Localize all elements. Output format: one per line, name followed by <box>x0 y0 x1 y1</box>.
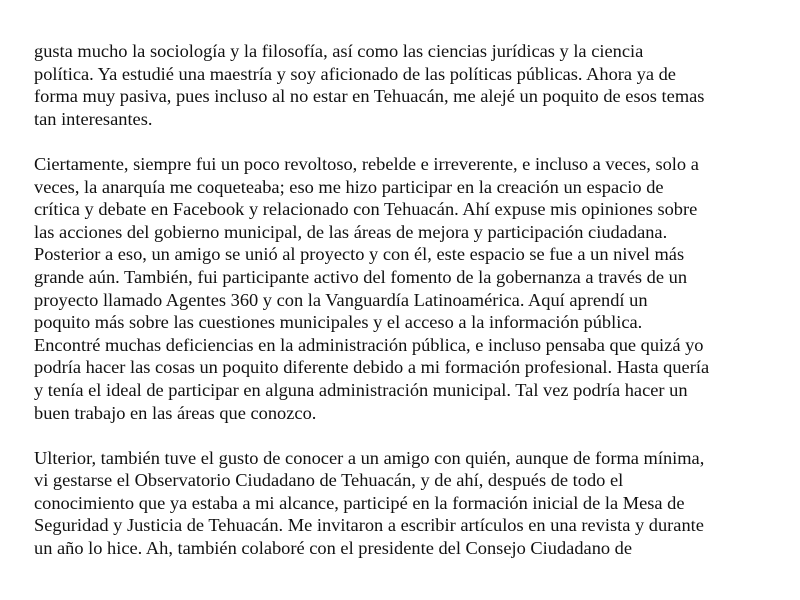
text-line: Seguridad y Justicia de Tehuacán. Me invitaron a escribir artículos en una revista y durante <box>34 515 704 536</box>
text-line: vi gestarse el Observatorio Ciudadano de Tehuacán, y de ahí, después de todo el <box>34 470 624 491</box>
text-line: buen trabajo en las áreas que conozco. <box>34 402 317 423</box>
text-line: un año lo hice. Ah, también colaboré con el presidente del Consejo Ciudadano de <box>34 538 633 559</box>
text-line: Ulterior, también tuve el gusto de conocer a un amigo con quién, aunque de forma mínima, <box>34 447 705 468</box>
text-line: Ciertamente, siempre fui un poco revoltoso, rebelde e irreverente, e incluso a veces, solo a <box>34 153 699 174</box>
paragraph-2 <box>34 153 774 424</box>
text-line: crítica y debate en Facebook y relacionado con Tehuacán. Ahí expuse mis opiniones sobre <box>34 199 698 220</box>
text-line: forma muy pasiva, pues incluso al no estar en Tehuacán, me alejé un poquito de esos temas <box>34 86 705 107</box>
text-line: Encontré muchas deficiencias en la administración pública, e incluso pensaba que quizá yo <box>34 334 704 355</box>
paragraph-spacer <box>34 424 774 447</box>
paragraph-spacer <box>34 130 774 153</box>
paragraph-1 <box>34 40 774 130</box>
text-line: las acciones del gobierno municipal, de las áreas de mejora y participación ciudadana. <box>34 221 668 242</box>
text-line: poquito más sobre las cuestiones municipales y el acceso a la información pública. <box>34 312 643 333</box>
text-line: podría hacer las cosas un poquito diferente debido a mi formación profesional. Hasta quería <box>34 357 710 378</box>
text-line: proyecto llamado Agentes 360 y con la Vanguardía Latinoamérica. Aquí aprendí un <box>34 289 648 310</box>
text-line: gusta mucho la sociología y la filosofía, así como las ciencias jurídicas y la ciencia <box>34 41 644 61</box>
text-line: grande aún. También, fui participante activo del fomento de la gobernanza a través de un <box>34 266 688 287</box>
text-line: y tenía el ideal de participar en alguna administración municipal. Tal vez podría hacer un <box>34 379 688 400</box>
text-line: tan interesantes. <box>34 108 153 129</box>
text-line: conocimiento que ya estaba a mi alcance, participé en la formación inicial de la Mesa de <box>34 492 685 513</box>
text-line: Posterior a eso, un amigo se unió al proyecto y con él, este espacio se fue a un nivel más <box>34 244 685 265</box>
paragraph-3 <box>34 447 774 560</box>
document-page <box>34 40 774 560</box>
text-line: política. Ya estudié una maestría y soy aficionado de las políticas públicas. Ahora ya de <box>34 63 676 84</box>
text-line: veces, la anarquía me coqueteaba; eso me hizo participar en la creación un espacio de <box>34 176 664 197</box>
